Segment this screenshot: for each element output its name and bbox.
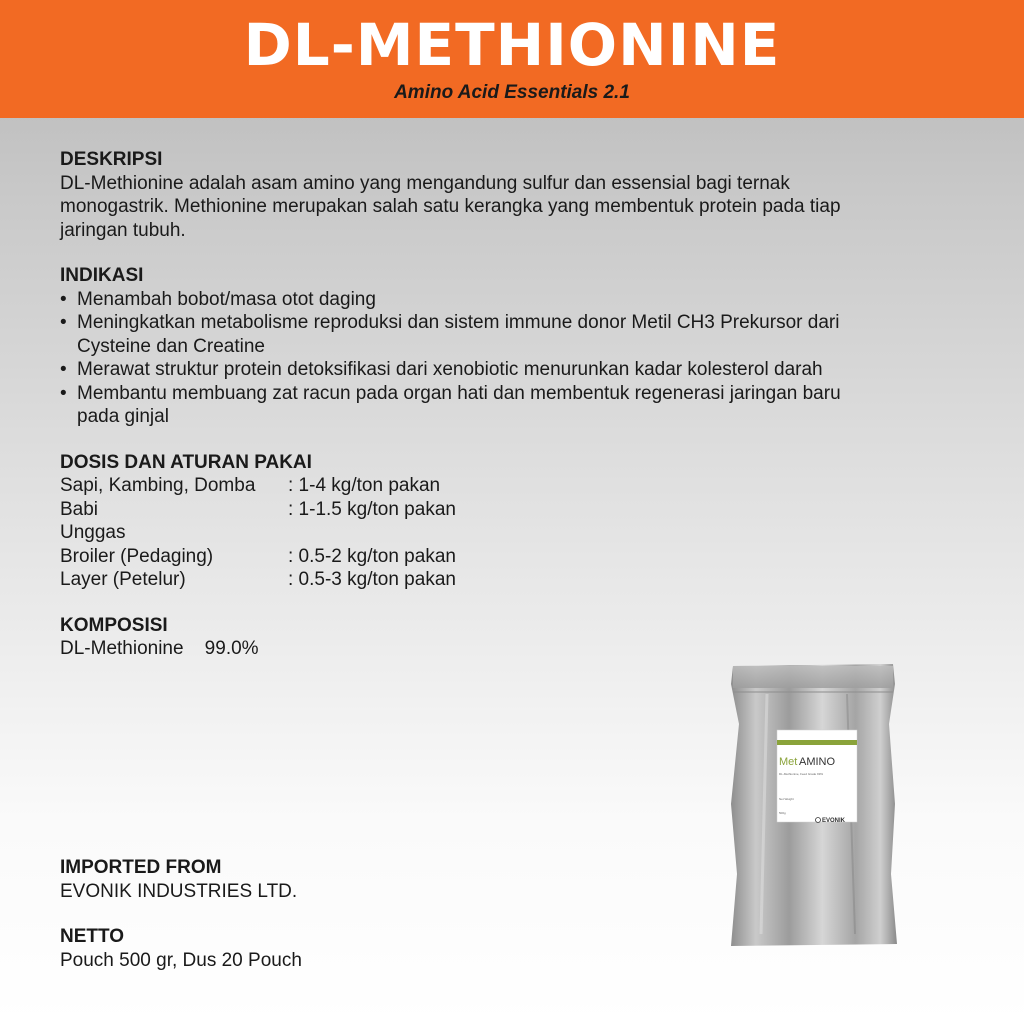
indikasi-heading: INDIKASI xyxy=(60,265,144,286)
dosis-section xyxy=(60,451,960,592)
komposisi-line: DL-Methionine 99.0% xyxy=(60,638,259,659)
netto-section xyxy=(60,925,302,972)
indikasi-item-text: pada ginjal xyxy=(77,406,169,427)
deskripsi-heading: DESKRIPSI xyxy=(60,149,163,170)
dosis-row xyxy=(60,498,960,522)
dosis-label: Sapi, Kambing, Domba xyxy=(60,475,256,496)
dosis-row xyxy=(60,521,960,545)
dosis-value: : 1-4 kg/ton pakan xyxy=(288,475,441,496)
deskripsi-line: DL-Methionine adalah asam amino yang mengandung sulfur dan essensial bagi ternak xyxy=(60,172,790,194)
imported-heading: IMPORTED FROM xyxy=(60,857,222,878)
dosis-row xyxy=(60,545,960,569)
indikasi-section xyxy=(60,264,960,429)
indikasi-item-text: Merawat struktur protein detoksifikasi dari xenobiotic menurunkan kadar kolesterol darah xyxy=(77,359,823,380)
product-pouch-image xyxy=(727,664,899,946)
dosis-value: : 0.5-3 kg/ton pakan xyxy=(288,569,456,590)
indikasi-item-text: Membantu membuang zat racun pada organ hati dan membentuk regenerasi jaringan baru xyxy=(77,382,841,404)
indikasi-list xyxy=(60,288,960,429)
dosis-label: Layer (Petelur) xyxy=(60,569,186,590)
bullet-icon: • xyxy=(60,312,67,333)
label-brand-text: EVONIK xyxy=(822,818,846,824)
bullet-icon: • xyxy=(60,359,67,380)
dosis-row xyxy=(60,568,960,592)
label-fine-print: 500g xyxy=(779,811,786,815)
label-accent-bar xyxy=(777,740,857,745)
komposisi-section xyxy=(60,614,960,661)
indikasi-item xyxy=(60,382,960,429)
product-content xyxy=(60,148,960,683)
header-banner xyxy=(0,0,1024,118)
page-title: DL-METHIONINE xyxy=(243,11,781,79)
indikasi-item-text: Cysteine dan Creatine xyxy=(77,335,265,357)
pouch-seal xyxy=(733,666,893,688)
dosis-label: Broiler (Pedaging) xyxy=(60,545,214,567)
label-met-text: Met xyxy=(779,756,798,768)
page-subtitle: Amino Acid Essentials 2.1 xyxy=(394,82,630,103)
deskripsi-section xyxy=(60,148,960,242)
deskripsi-line: monogastrik. Methionine merupakan salah satu kerangka yang membentuk protein pada tiap xyxy=(60,196,841,217)
dosis-row xyxy=(60,474,960,498)
indikasi-item xyxy=(60,311,960,358)
label-amino-text: AMINO xyxy=(799,756,836,768)
netto-heading: NETTO xyxy=(60,926,125,947)
indikasi-item-text: Menambah bobot/masa otot daging xyxy=(77,288,376,310)
netto-value: Pouch 500 gr, Dus 20 Pouch xyxy=(60,949,302,971)
bullet-icon: • xyxy=(60,382,67,404)
deskripsi-line: jaringan tubuh. xyxy=(60,219,186,241)
dosis-value: : 1-1.5 kg/ton pakan xyxy=(288,498,456,520)
komposisi-heading: KOMPOSISI xyxy=(60,614,168,636)
label-fine-print: Net Weight xyxy=(779,797,794,801)
indikasi-item xyxy=(60,358,960,382)
imported-value: EVONIK INDUSTRIES LTD. xyxy=(60,880,298,902)
bottom-info xyxy=(60,856,302,994)
dosis-label: Babi xyxy=(60,498,99,520)
indikasi-item xyxy=(60,288,960,312)
indikasi-item-text: Meningkatkan metabolisme reproduksi dan sistem immune donor Metil CH3 Prekursor dari xyxy=(77,312,840,333)
dosis-heading: DOSIS DAN ATURAN PAKAI xyxy=(60,451,312,473)
label-fine-print: DL-Methionine, Feed Grade 99% xyxy=(779,772,824,776)
dosis-value: : 0.5-2 kg/ton pakan xyxy=(288,545,456,567)
imported-section xyxy=(60,856,302,903)
bullet-icon: • xyxy=(60,288,67,310)
dosis-label: Unggas xyxy=(60,522,126,543)
